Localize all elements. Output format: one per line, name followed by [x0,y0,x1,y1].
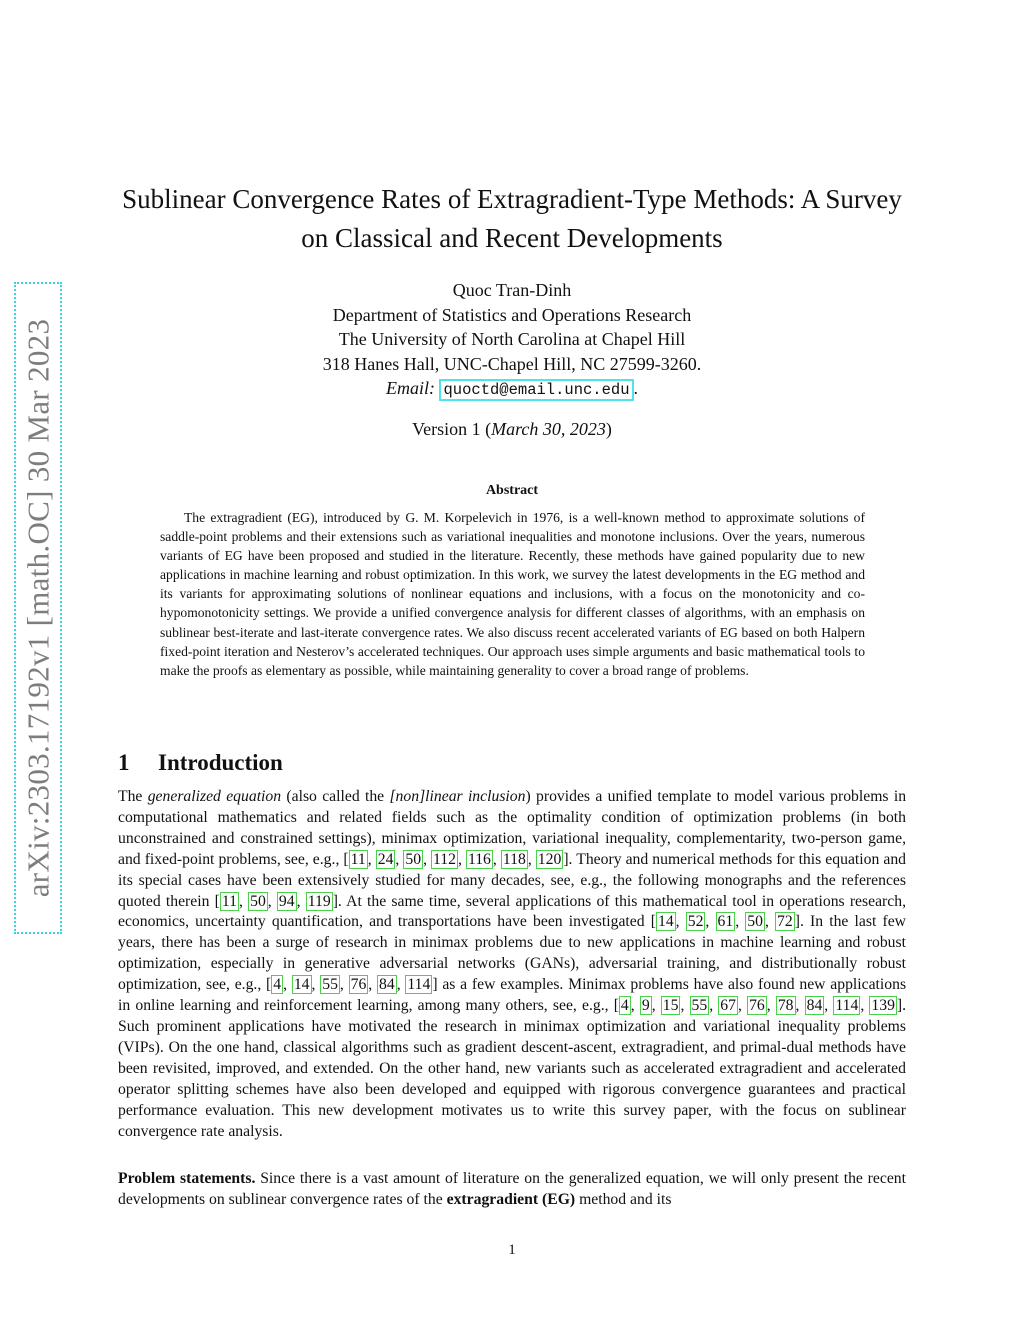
citation-link[interactable]: 72 [777,913,793,931]
citation-link[interactable]: 11 [350,850,366,868]
problem-paragraph [118,1169,906,1211]
version-label: Version 1 ( [412,419,492,439]
intro-text: ]. Such prominent applications have motivated the research in minimax optimization and variational inequality problems (VIPs). On the one hand, classical algorithms such as gradient descent-ascent, extragradient, and primal-dual methods have been revisited, improved, and extended. On the other hand, new variants such as accelerated extragradient and accelerated operator splitting schemes have also been developed and equipped with rigorous convergence guarantees and practical performance evaluation. This new development motivates us to write this survey paper, with the focus on sublinear convergence rate analysis. [118,997,907,1140]
version-line [200,419,824,440]
citation-link[interactable]: 11 [221,892,237,910]
citation-link[interactable]: 112 [433,850,456,868]
citation-group: 4 , 14 , 55 , 76 , 84 , 114 [273,976,431,994]
citation-link[interactable]: 78 [777,997,794,1015]
problem-bold: extragradient (EG) [446,1190,576,1208]
citation-link[interactable]: 118 [502,850,526,868]
citation-group: 11 , 50 , 94 , 119 [221,892,331,910]
citation-link[interactable]: 50 [250,892,266,910]
citation-link[interactable]: 4 [620,997,629,1015]
author-address: 318 Hanes Hall, UNC-Chapel Hill, NC 27599-3260. [322,353,702,374]
page-number: 1 [508,1242,516,1258]
problem-text: Since there is a vast amount of literature on the generalized equation, we will only present the recent developments on sublinear convergence rates of the [118,1170,906,1208]
problem-text: method and its [575,1190,672,1208]
citation-link[interactable]: 55 [691,997,708,1015]
problem-lead: Problem statements. [118,1170,256,1187]
citation-link[interactable]: 50 [747,913,763,931]
citation-link[interactable]: 84 [806,997,823,1015]
author-block [200,278,824,403]
citation-link[interactable]: 76 [350,976,367,994]
section-number: 1 [118,750,130,775]
intro-text: ) provides a unified template to model various problems in computational mathematics and related fields such as the optimality condition of optimization problems (in both unconstrained and constrained settings), minimax optimization, variational inequality, complementarity, two-person game, and fixed-point problems, see, e.g., [ [118,788,907,868]
arxiv-stamp-text: arXiv:2303.17192v1 [math.OC] 30 Mar 2023 [20,318,56,898]
version-date: March 30, 2023 [491,419,606,439]
citation-link[interactable]: 61 [717,913,734,931]
citation-link[interactable]: 52 [687,913,704,931]
citation-group: 4 , 9 , 15 , 55 , 67 , 76 , 78 , 84 , 114 , 139 [620,997,895,1015]
citation-link[interactable]: 14 [293,976,310,994]
citation-link[interactable]: 24 [377,850,394,868]
intro-text: ]. In the last few years, there has been a surge of research in minimax problems due to new applications in machine learning and robust optimization, especially in generative adversarial networks (GANs), adversarial training, and distributionally robust optimization, see, e.g., [ [118,913,907,994]
intro-term: [non]linear inclusion [389,788,526,805]
citation-link[interactable]: 84 [379,976,395,994]
author-department: Department of Statistics and Operations Research [332,304,692,325]
citation-link[interactable]: 120 [537,850,562,868]
intro-text: (also called the [281,788,390,805]
intro-paragraph [118,787,906,1142]
citation-link[interactable]: 4 [273,976,282,994]
citation-link[interactable]: 9 [641,997,650,1015]
author-name: Quoc Tran-Dinh [452,280,572,300]
citation-link[interactable]: 114 [835,997,859,1015]
section-title: Introduction [158,750,283,775]
citation-link[interactable]: 14 [657,913,674,931]
section-heading [118,750,283,776]
intro-text: The [118,788,148,805]
citation-link[interactable]: 76 [749,997,765,1015]
abstract-heading: Abstract [485,483,539,498]
citation-link[interactable]: 114 [407,976,431,994]
citation-group: 11 , 24 , 50 , 112 , 116 , 118 , 120 [350,850,562,868]
arxiv-stamp[interactable] [14,282,62,934]
paper-title: Sublinear Convergence Rates of Extragradient-Type Methods: A Survey on Classical and Recent Developments [122,184,902,253]
intro-text: ] as a few examples. Minimax problems have also found new applications in online learning and reinforcement learning, among many others, see, e.g., [ [118,976,907,1015]
citation-link[interactable]: 50 [405,850,422,868]
citation-link[interactable]: 139 [871,997,895,1015]
citation-link[interactable]: 119 [307,892,331,910]
citation-link[interactable]: 116 [467,850,491,868]
email-link[interactable]: quoctd@email.unc.edu [439,379,633,401]
intro-term: generalized equation [147,788,282,805]
citation-group: 14 , 52 , 61 , 50 , 72 [657,913,793,931]
author-university: The University of North Carolina at Chapel Hill [338,329,686,350]
abstract-text: The extragradient (EG), introduced by G. M. Korpelevich in 1976, is a well-known method to approximate solutions of saddle-point problems and their extensions such as variational inequalities and monotone inclusions. Over the years, numerous variants of EG have been proposed and studied in the literature. Recently, these methods have gained popularity due to new applications in machine learning and robust optimization. In this work, we survey the latest developments in the EG method and its variants for approximating solutions of nonlinear equations and inclusions, with a focus on the monotonicity and co-hypomonotonicity settings. We provide a unified convergence analysis for different classes of algorithms, with an emphasis on sublinear best-iterate and last-iterate convergence rates. We also discuss recent accelerated variants of EG based on both Halpern fixed-point iteration and Nesterov’s accelerated techniques. Our approach uses simple arguments and basic mathematical tools to make the proofs as elementary as possible, while maintaining generality to cover a broad range of problems. [160,510,865,678]
citation-link[interactable]: 55 [322,976,338,994]
author-email-line [200,376,824,403]
citation-link[interactable]: 15 [662,997,679,1015]
email-label: Email: [385,378,435,399]
intro-text: ]. Theory and numerical methods for this equation and its special cases have been extensively studied for many decades, see, e.g., the following monographs and the references quoted therein [ [118,850,907,910]
citation-link[interactable]: 94 [278,892,295,910]
citation-link[interactable]: 67 [720,997,736,1015]
intro-text: ]. At the same time, several applications of this mathematical tool in operations research, economics, uncertainty quantification, and transportations have been investigated [ [118,892,907,931]
version-close: ) [605,419,612,439]
email-suffix: . [633,378,639,399]
